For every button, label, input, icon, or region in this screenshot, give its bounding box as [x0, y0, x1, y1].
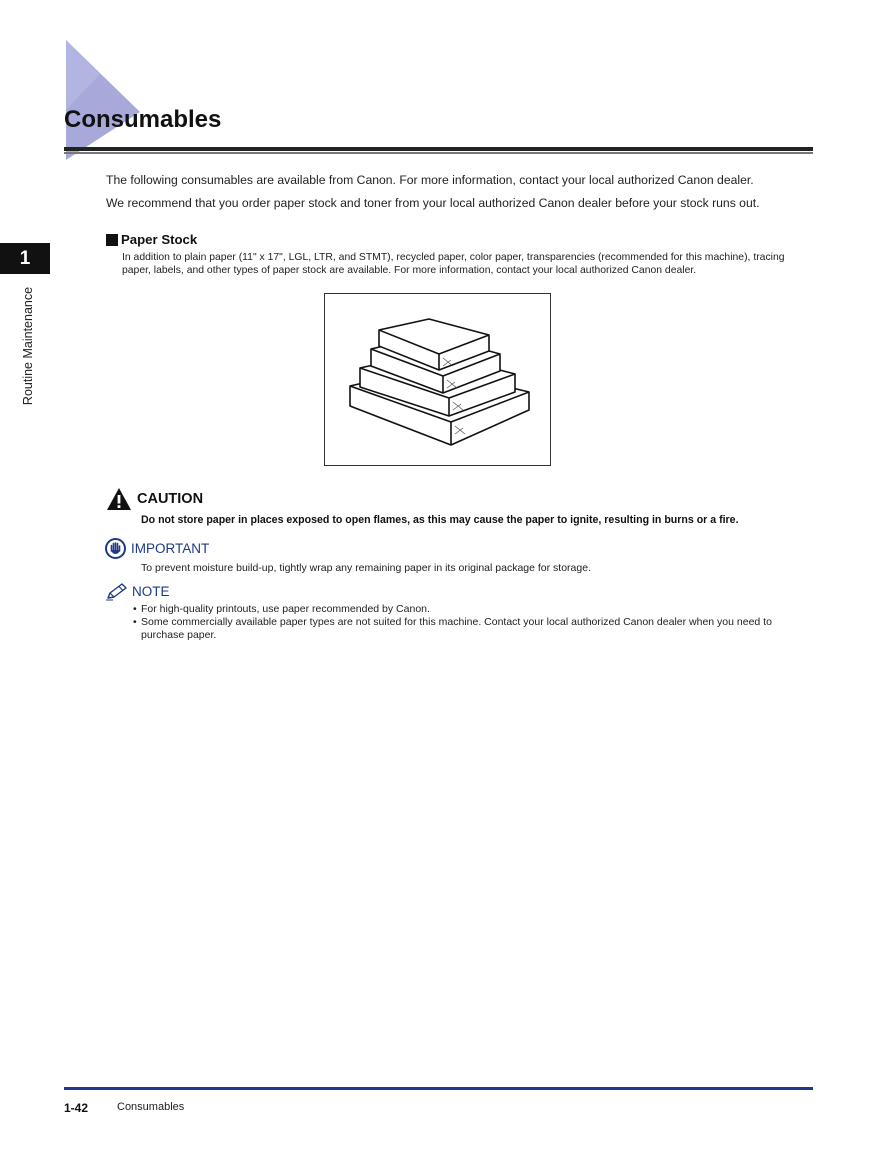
list-item: [133, 616, 813, 642]
paper-stock-body: In addition to plain paper (11" x 17", LGL, LTR, and STMT), recycled paper, color paper, transparencies (recommended for this machine), tracing paper, labels, and other types of paper stock are available. For more information, contact your local authorized Canon dealer.: [122, 252, 785, 276]
list-item: [133, 603, 813, 616]
caution-body: Do not store paper in places exposed to open flames, as this may cause the paper to ignite, resulting in burns or a fire.: [141, 514, 739, 526]
chapter-title: Routine Maintenance: [21, 286, 35, 406]
note-item-text: Some commercially available paper types are not suited for this machine. Contact your local authorized Canon dealer when you need to purchase paper.: [141, 616, 772, 641]
note-list: [133, 603, 813, 642]
intro-paragraph-1: The following consumables are available from Canon. For more information, contact your local authorized Canon dealer.: [106, 173, 754, 187]
warning-triangle-icon: [106, 487, 132, 511]
title-rule: [64, 147, 813, 151]
footer-section-title: Consumables: [117, 1101, 185, 1113]
pencil-note-icon: [105, 582, 128, 601]
important-body: To prevent moisture build-up, tightly wrap any remaining paper in its original package for storage.: [141, 562, 591, 574]
stop-hand-icon: [105, 538, 126, 559]
paper-stock-heading: [106, 232, 197, 247]
intro-paragraph-2: We recommend that you order paper stock and toner from your local authorized Canon dealer before your stock runs out.: [106, 196, 760, 210]
important-title: IMPORTANT: [131, 541, 210, 556]
paper-stock-title: Paper Stock: [121, 232, 198, 247]
bullet-icon: •: [133, 616, 137, 628]
footer-rule: [64, 1087, 813, 1090]
page-title: Consumables: [64, 106, 222, 133]
paper-stack-figure: [324, 293, 551, 466]
paper-stack-illustration: [325, 294, 552, 467]
caution-title: CAUTION: [137, 491, 204, 507]
title-rule-thin: [64, 152, 813, 154]
note-item-text: For high-quality printouts, use paper recommended by Canon.: [141, 603, 430, 615]
square-bullet-icon: [106, 234, 118, 246]
chapter-tab[interactable]: [0, 243, 50, 274]
chapter-number: 1: [19, 247, 31, 269]
note-title: NOTE: [132, 584, 170, 599]
important-heading: [105, 538, 209, 559]
header-triangle-decoration: [0, 0, 150, 170]
page-number: 1-42: [64, 1101, 89, 1115]
bullet-icon: •: [133, 603, 137, 615]
caution-heading: [106, 487, 203, 511]
note-heading: [105, 582, 170, 601]
